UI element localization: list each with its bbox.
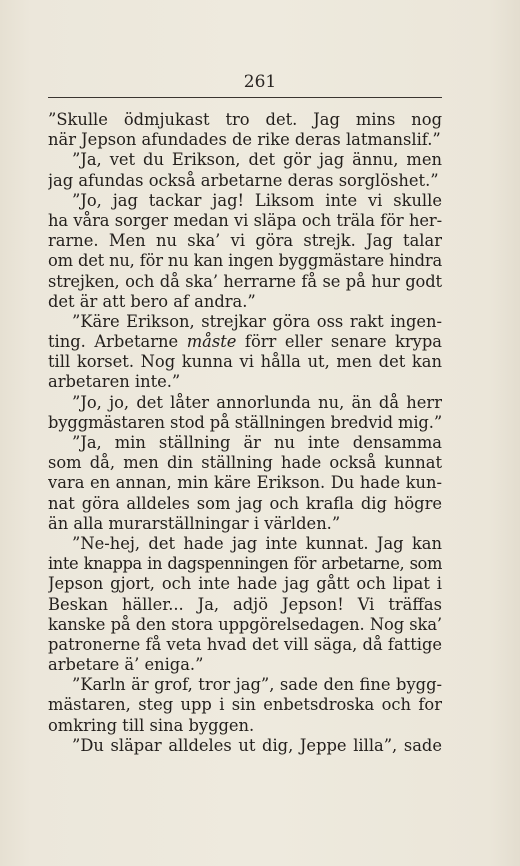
text-fragment: ting. Arbetarne [48,332,179,352]
text-line: patronerne få veta hvad det vill säga, då fattige [48,634,442,654]
text-fragment: förr eller senare krypa [244,332,442,352]
text-line: än alla murarställningar i världen.” [48,513,341,533]
text-line: ”Jo, jo, det låter annorlunda nu, än då herr [72,392,442,412]
text-line: ”Jo, jag tackar jag! Liksom inte vi skulle [72,190,442,210]
text-line: till korset. Nog kunna vi hålla ut, men det kan [48,352,442,372]
text-line: omkring till sina byggen. [48,715,255,735]
text-line-with-emphasis [48,332,442,352]
text-line: ”Ja, min ställning är nu inte densamma [72,433,442,452]
emphasized-word: måste [186,332,237,352]
text-line: jag afundas också arbetarne deras sorglöshet.” [48,170,439,190]
text-line: ha våra sorger medan vi släpa och träla för her- [48,210,442,230]
text-line: strejken, och då ska’ herrarne få se på hur godt [48,271,442,291]
text-line: kanske på den stora uppgörelsedagen. Nog ska’ [48,614,442,634]
body-text [48,110,442,756]
text-line: arbetare ä’ eniga.” [48,655,204,675]
text-line: byggmästaren stod på ställningen bredvid mig.” [48,412,442,432]
text-line: ”Skulle ödmjukast tro det. Jag mins nog [48,110,442,129]
text-line: som då, men din ställning hade också kunnat [48,453,442,473]
text-line: mästaren, steg upp i sin enbetsdroska och for [48,695,442,715]
text-line: det är att bero af andra.” [48,291,256,311]
header-rule [48,97,442,98]
text-line: Jepson gjort, och inte hade jag gått och lipat i [48,574,442,594]
text-line: vara en annan, min käre Erikson. Du hade kun- [48,473,442,493]
text-line: arbetaren inte.” [48,372,181,392]
text-line: nat göra alldeles som jag och krafla dig högre [48,493,442,513]
text-line: rarne. Men nu ska’ vi göra strejk. Jag talar [48,231,442,251]
page-number: 261 [243,72,277,92]
text-line: ”Karln är grof, tror jag”, sade den fine bygg- [72,675,442,695]
text-line: ”Käre Erikson, strejkar göra oss rakt ingen- [72,311,442,331]
text-line: ”Du släpar alldeles ut dig, Jeppe lilla”, sade [72,735,442,755]
text-line: ”Ja, vet du Erikson, det gör jag ännu, men [72,150,442,170]
text-line: när Jepson afundades de rike deras latmanslif.” [48,130,441,150]
text-line: om det nu, för nu kan ingen byggmästare hindra [48,251,442,271]
text-line: inte knappa in dagspenningen för arbetarne, som [48,554,442,574]
text-line: ”Ne-hej, det hade jag inte kunnat. Jag kan [72,533,442,553]
text-line: Beskan häller... Ja, adjö Jepson! Vi träffas [48,594,442,614]
